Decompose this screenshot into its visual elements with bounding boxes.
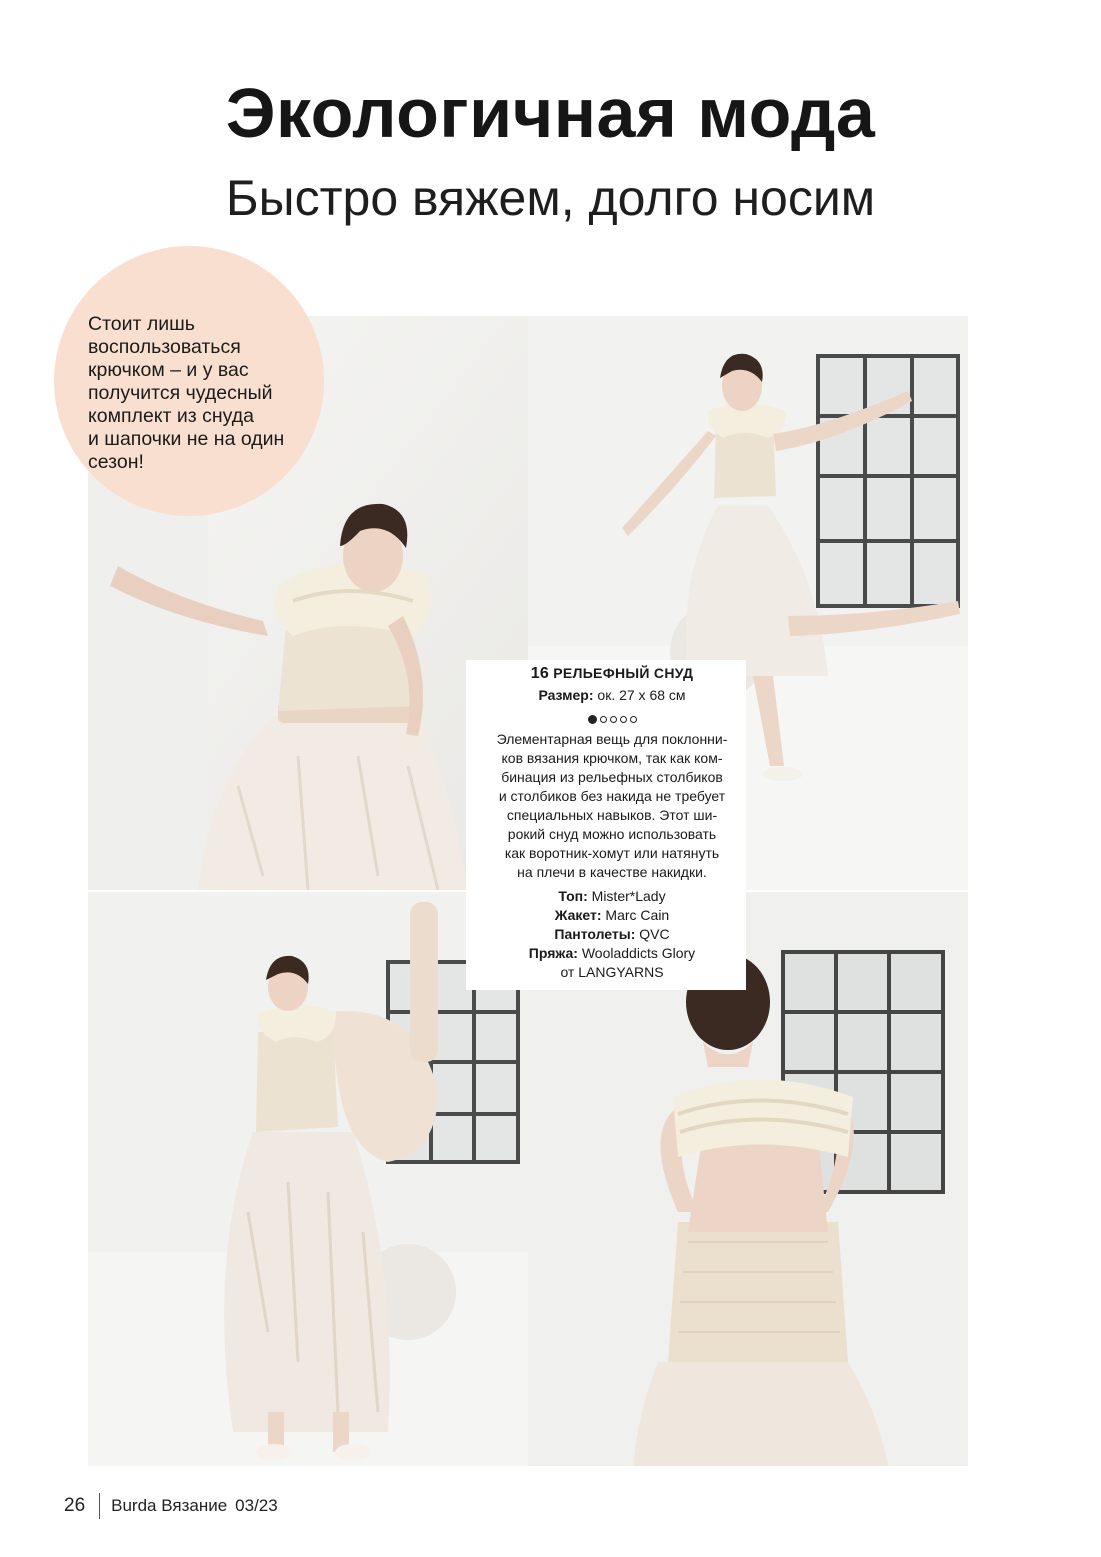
page-number: 26 xyxy=(64,1495,86,1516)
description-line: на плечи в качестве накидки. xyxy=(517,864,707,880)
quote-line: крючком – и у вас xyxy=(88,359,249,381)
quote-line: Стоит лишь xyxy=(88,313,195,335)
credit-yarn xyxy=(466,944,758,963)
credit-yarn-brand: от LANGYARNS xyxy=(560,964,664,980)
page-subtitle: Быстро вяжем, долго носим xyxy=(225,170,876,226)
description-line: бинация из рельефных столбиков xyxy=(501,769,723,785)
difficulty-dot-filled xyxy=(588,715,597,724)
credit-value: Wooladdicts Glory xyxy=(581,945,696,961)
magazine-name: Burda Вязание xyxy=(111,1496,228,1515)
item-size-label: Размер: xyxy=(538,687,594,703)
issue-number: 03/23 xyxy=(235,1496,278,1515)
quote-line: воспользоваться xyxy=(88,336,241,358)
quote-line: получится чудесный xyxy=(88,382,273,404)
quote-line: и шапочки не на один xyxy=(88,428,285,450)
credit-label: Топ: xyxy=(558,888,588,904)
description-line: и столбиков без накида не требует xyxy=(498,788,726,804)
description-line: как воротник-хомут или натянуть xyxy=(504,845,720,861)
difficulty-dot-empty xyxy=(600,716,607,723)
credit-jacket xyxy=(466,906,758,925)
difficulty-dot-empty xyxy=(630,716,637,723)
credit-top xyxy=(466,887,758,906)
credit-value: QVC xyxy=(639,926,670,942)
photo-model-jacket xyxy=(88,892,528,1466)
item-size xyxy=(466,685,758,705)
description-line: рокий снуд можно использовать xyxy=(507,826,717,842)
difficulty-dot-empty xyxy=(620,716,627,723)
credit-label: Пряжа: xyxy=(528,945,578,961)
page-footer xyxy=(64,1492,278,1520)
description-line: ков вязания крючком, так как ком- xyxy=(501,750,723,766)
difficulty-dot-empty xyxy=(610,716,617,723)
item-title xyxy=(466,662,758,685)
item-size-value: ок. 27 х 68 см xyxy=(597,687,686,703)
description-line: Элементарная вещь для поклонни- xyxy=(496,731,728,747)
credit-value: Mister*Lady xyxy=(591,888,666,904)
item-info xyxy=(466,662,758,982)
credit-shoes xyxy=(466,925,758,944)
credit-label: Пантолеты: xyxy=(554,926,636,942)
item-credits xyxy=(466,887,758,982)
item-number: 16 xyxy=(530,665,550,682)
page-title: Экологичная мода xyxy=(225,74,876,152)
credit-label: Жакет: xyxy=(554,907,602,923)
item-description xyxy=(466,730,758,882)
quote-line: комплект из снуда xyxy=(88,405,254,427)
credit-value: Marc Cain xyxy=(605,907,670,923)
difficulty-rating xyxy=(466,716,758,724)
intro-quote xyxy=(88,313,320,474)
item-name: РЕЛЬЕФНЫЙ СНУД xyxy=(553,665,694,681)
quote-line: сезон! xyxy=(88,451,144,473)
description-line: специальных навыков. Этот ши- xyxy=(506,807,718,823)
footer-divider xyxy=(99,1493,100,1519)
